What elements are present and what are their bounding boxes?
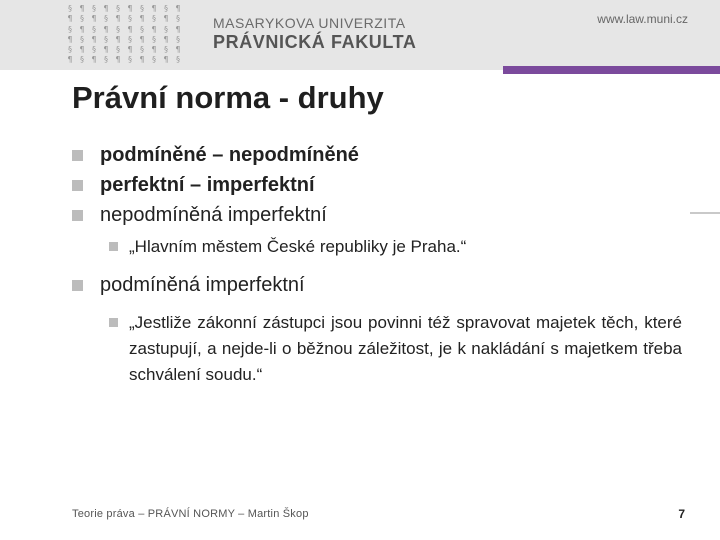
sub-bullet-item	[109, 234, 682, 260]
slide-title: Právní norma - druhy	[72, 80, 384, 115]
square-bullet-icon	[72, 180, 83, 191]
bullet-item	[72, 170, 682, 200]
bullet-text: podmíněná imperfektní	[100, 274, 305, 296]
square-bullet-icon	[109, 318, 118, 327]
university-name: MASARYKOVA UNIVERZITA	[213, 15, 406, 31]
header-banner	[0, 0, 720, 70]
page-number: 7	[678, 507, 685, 521]
square-bullet-icon	[109, 242, 118, 251]
website-url[interactable]: www.law.muni.cz	[597, 12, 688, 26]
bullet-item	[72, 140, 682, 170]
square-bullet-icon	[72, 280, 83, 291]
bullet-text: podmíněné – nepodmíněné	[100, 144, 359, 166]
sub-bullet-text: „Hlavním městem České republiky je Praha.“	[129, 237, 467, 256]
bullet-text: perfektní – imperfektní	[100, 174, 315, 196]
bullet-text: nepodmíněná imperfektní	[100, 204, 327, 226]
sub-bullet-text: „Jestliže zákonní zástupci jsou povinni též spravovat majetek těch, které zastupují, a nejde-li o běžnou záležitost, je k nakládání s majetkem třeba schválení soudu.“	[129, 313, 682, 384]
square-bullet-icon	[72, 150, 83, 161]
slide-content	[72, 140, 682, 388]
accent-bar	[503, 66, 720, 74]
square-bullet-icon	[72, 210, 83, 221]
bullet-item	[72, 270, 682, 300]
divider-line	[690, 212, 720, 214]
footer-text: Teorie práva – PRÁVNÍ NORMY – Martin Škop	[72, 508, 309, 520]
faculty-name: PRÁVNICKÁ FAKULTA	[213, 32, 417, 52]
bullet-item	[72, 200, 682, 230]
law-symbols-pattern-icon: § ¶ § ¶ § ¶ § ¶ § ¶ ¶ § ¶ § ¶ § ¶ § ¶ § § ¶ § ¶ § ¶ § ¶ § ¶ ¶ § ¶ § ¶ § ¶ § ¶ § § ¶ § ¶ § ¶ § ¶ § ¶ ¶ § ¶ § ¶ § ¶ § ¶ §	[67, 4, 181, 65]
sub-bullet-item	[109, 310, 682, 388]
